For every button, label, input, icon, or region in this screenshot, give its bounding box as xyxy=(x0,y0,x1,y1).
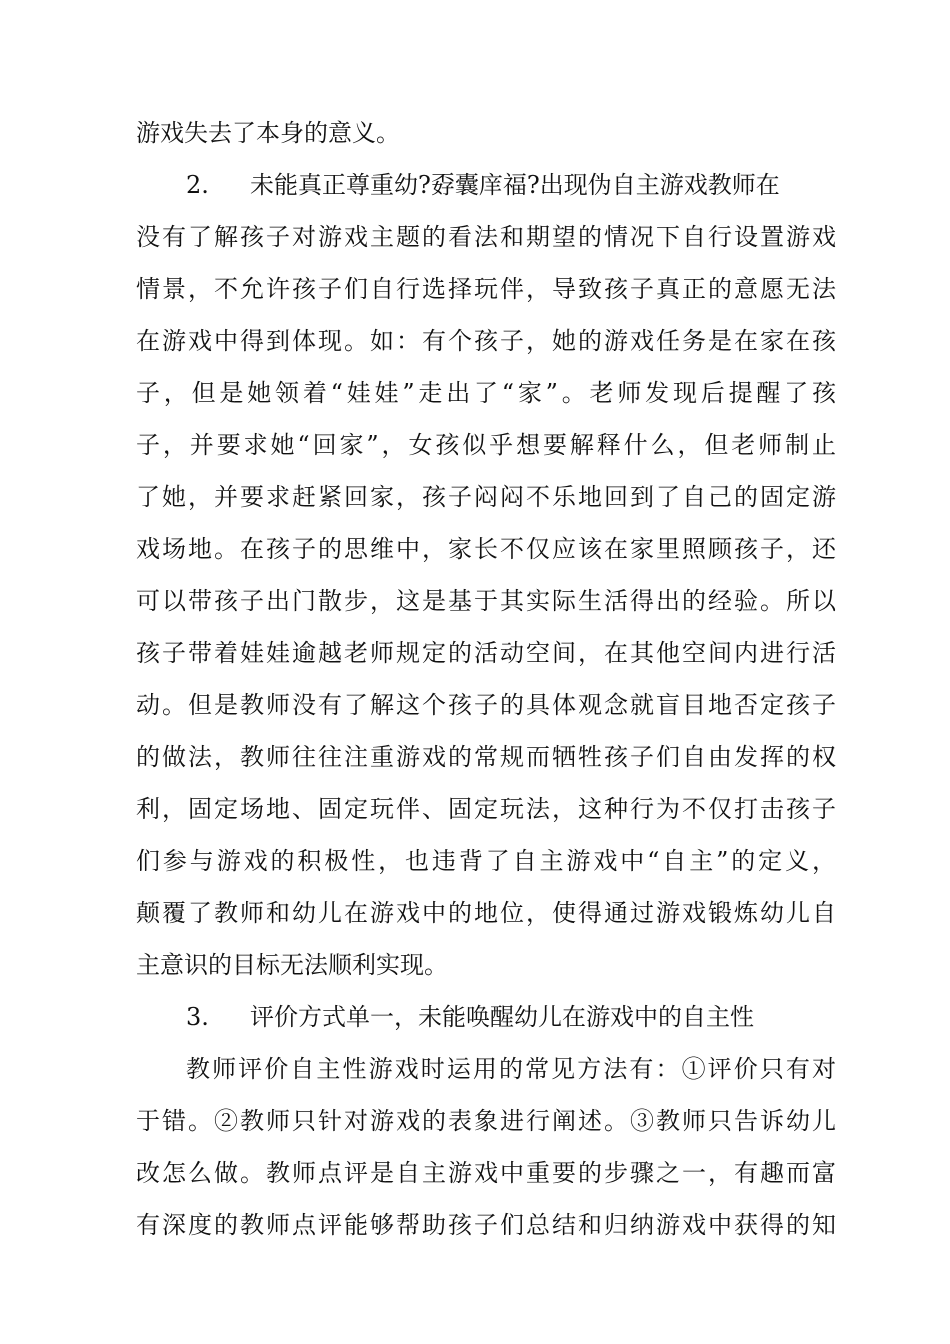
paragraph-line: 没有了解孩子对游戏主题的看法和期望的情况下自行设置游戏 xyxy=(136,223,836,251)
paragraph-line: 戏场地。在孩子的思维中，家长不仅应该在家里照顾孩子，还 xyxy=(136,535,836,563)
paragraph-line: 于错。②教师只针对游戏的表象进行阐述。③教师只告诉幼儿 xyxy=(136,1107,836,1135)
section-2-heading xyxy=(186,165,780,205)
paragraph-line: 子，但是她领着“娃娃”走出了“家”。老师发现后提醒了孩 xyxy=(136,379,836,407)
section-2-number: 2. xyxy=(186,171,209,199)
paragraph-line: 情景，不允许孩子们自行选择玩伴，导致孩子真正的意愿无法 xyxy=(136,275,836,303)
paragraph-line: 动。但是教师没有了解这个孩子的具体观念就盲目地否定孩子 xyxy=(136,691,836,719)
section-3-number: 3. xyxy=(186,1003,209,1031)
section-3-heading-text: 评价方式单一，未能唤醒幼儿在游戏中的自主性 xyxy=(250,1003,754,1031)
section-3-heading xyxy=(186,997,754,1037)
paragraph-line: 了她，并要求赶紧回家，孩子闷闷不乐地回到了自己的固定游 xyxy=(136,483,836,511)
paragraph-line: 利，固定场地、固定玩伴、固定玩法，这种行为不仅打击孩子 xyxy=(136,795,836,823)
paragraph-line: 在游戏中得到体现。如：有个孩子，她的游戏任务是在家在孩 xyxy=(136,327,836,355)
section-2-heading-text: 未能真正尊重幼?孬囊庠福?出现伪自主游戏教师在 xyxy=(250,171,780,199)
paragraph-line: 可以带孩子出门散步，这是基于其实际生活得出的经验。所以 xyxy=(136,587,836,615)
paragraph-first-line: 教师评价自主性游戏时运用的常见方法有：①评价只有对 xyxy=(186,1055,836,1083)
paragraph-line: 们参与游戏的积极性，也违背了自主游戏中“自主”的定义， xyxy=(136,847,836,875)
paragraph-line: 有深度的教师点评能够帮助孩子们总结和归纳游戏中获得的知 xyxy=(136,1211,836,1239)
paragraph-line: 孩子带着娃娃逾越老师规定的活动空间，在其他空间内进行活 xyxy=(136,639,836,667)
paragraph-line: 主意识的目标无法顺利实现。 xyxy=(136,951,448,979)
paragraph-line: 改怎么做。教师点评是自主游戏中重要的步骤之一，有趣而富 xyxy=(136,1159,836,1187)
paragraph-line: 游戏失去了本身的意义。 xyxy=(136,119,400,147)
paragraph-line: 颠覆了教师和幼儿在游戏中的地位，使得通过游戏锻炼幼儿自 xyxy=(136,899,836,927)
paragraph-line: 的做法，教师往往注重游戏的常规而牺牲孩子们自由发挥的权 xyxy=(136,743,836,771)
paragraph-line: 子，并要求她“回家”，女孩似乎想要解释什么，但老师制止 xyxy=(136,431,836,459)
